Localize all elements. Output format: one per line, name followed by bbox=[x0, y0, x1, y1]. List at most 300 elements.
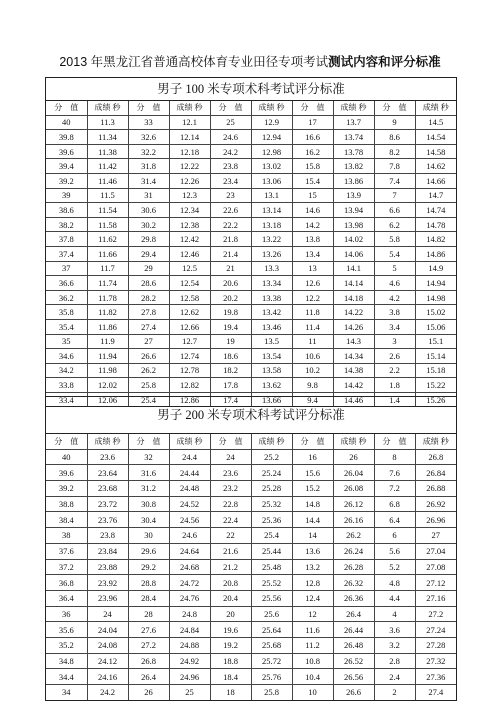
score-cell: 39.8 bbox=[46, 130, 87, 145]
time-cell: 14.66 bbox=[415, 173, 456, 188]
time-cell: 13.54 bbox=[251, 349, 292, 364]
time-cell: 13.66 bbox=[251, 392, 292, 406]
time-cell: 27.16 bbox=[415, 590, 456, 606]
score-cell: 5.2 bbox=[374, 559, 415, 575]
time-cell: 13.1 bbox=[251, 188, 292, 203]
time-cell: 15.14 bbox=[415, 349, 456, 364]
score-cell: 22.6 bbox=[210, 203, 251, 218]
time-cell: 24.68 bbox=[169, 559, 210, 575]
time-cell: 23.88 bbox=[87, 559, 128, 575]
score-cell: 26.6 bbox=[128, 349, 169, 364]
score-cell: 30.2 bbox=[128, 217, 169, 232]
time-cell: 26.44 bbox=[333, 622, 374, 638]
table-row bbox=[46, 290, 456, 305]
time-cell: 24.72 bbox=[169, 575, 210, 591]
column-header: 成绩 秒 bbox=[169, 101, 210, 115]
score-cell: 24.2 bbox=[210, 144, 251, 159]
time-cell: 14.62 bbox=[415, 159, 456, 174]
time-cell: 25.28 bbox=[251, 481, 292, 497]
time-cell: 25.2 bbox=[251, 449, 292, 465]
time-cell: 12.58 bbox=[169, 290, 210, 305]
time-cell: 11.62 bbox=[87, 232, 128, 247]
time-cell: 25.24 bbox=[251, 465, 292, 481]
time-cell: 24.84 bbox=[169, 622, 210, 638]
section-200m bbox=[45, 396, 457, 701]
score-cell: 36.8 bbox=[46, 575, 87, 591]
table-row bbox=[46, 528, 456, 544]
time-cell: 14.26 bbox=[333, 319, 374, 334]
score-cell: 7.2 bbox=[374, 481, 415, 497]
score-cell: 16 bbox=[292, 449, 333, 465]
time-cell: 13.38 bbox=[251, 290, 292, 305]
time-cell: 14.34 bbox=[333, 349, 374, 364]
table-row bbox=[46, 188, 456, 203]
time-cell: 25.32 bbox=[251, 496, 292, 512]
time-cell: 11.94 bbox=[87, 349, 128, 364]
score-cell: 35.8 bbox=[46, 305, 87, 320]
table-row bbox=[46, 276, 456, 291]
table-row bbox=[46, 449, 456, 465]
score-cell: 33.8 bbox=[46, 378, 87, 393]
column-header: 分 值 bbox=[210, 101, 251, 115]
score-cell: 11.2 bbox=[292, 637, 333, 653]
time-cell: 11.54 bbox=[87, 203, 128, 218]
time-cell: 11.7 bbox=[87, 261, 128, 276]
time-cell: 12.3 bbox=[169, 188, 210, 203]
table-row bbox=[46, 575, 456, 591]
time-cell: 12.22 bbox=[169, 159, 210, 174]
score-cell: 18.2 bbox=[210, 363, 251, 378]
table-row bbox=[46, 685, 456, 700]
score-cell: 9 bbox=[374, 115, 415, 130]
table-row bbox=[46, 261, 456, 276]
time-cell: 25.4 bbox=[251, 528, 292, 544]
time-cell: 15.22 bbox=[415, 378, 456, 393]
score-cell: 21.2 bbox=[210, 559, 251, 575]
table-row bbox=[46, 496, 456, 512]
score-cell: 13 bbox=[292, 261, 333, 276]
column-header: 分 值 bbox=[292, 434, 333, 449]
score-cell: 4.6 bbox=[374, 276, 415, 291]
time-cell: 12.62 bbox=[169, 305, 210, 320]
time-cell: 27.2 bbox=[415, 606, 456, 622]
time-cell: 12.74 bbox=[169, 349, 210, 364]
score-cell: 29 bbox=[128, 261, 169, 276]
score-cell: 5.4 bbox=[374, 246, 415, 261]
score-cell: 8.2 bbox=[374, 144, 415, 159]
score-cell: 40 bbox=[46, 449, 87, 465]
score-cell: 39.2 bbox=[46, 481, 87, 497]
score-cell: 34.2 bbox=[46, 363, 87, 378]
time-cell: 12.98 bbox=[251, 144, 292, 159]
time-cell: 15.06 bbox=[415, 319, 456, 334]
score-cell: 27.8 bbox=[128, 305, 169, 320]
score-cell: 12.2 bbox=[292, 290, 333, 305]
score-cell: 19 bbox=[210, 334, 251, 349]
time-cell: 13.26 bbox=[251, 246, 292, 261]
time-cell: 13.86 bbox=[333, 173, 374, 188]
time-cell: 26.2 bbox=[333, 528, 374, 544]
time-cell: 24.4 bbox=[169, 449, 210, 465]
score-cell: 20.4 bbox=[210, 590, 251, 606]
time-cell: 24.12 bbox=[87, 653, 128, 669]
score-cell: 4.8 bbox=[374, 575, 415, 591]
score-cell: 19.4 bbox=[210, 319, 251, 334]
score-cell: 37.2 bbox=[46, 559, 87, 575]
score-cell: 34.6 bbox=[46, 349, 87, 364]
score-cell: 3.6 bbox=[374, 622, 415, 638]
time-cell: 26 bbox=[333, 449, 374, 465]
time-cell: 14.3 bbox=[333, 334, 374, 349]
time-cell: 12.94 bbox=[251, 130, 292, 145]
time-cell: 12.5 bbox=[169, 261, 210, 276]
time-cell: 13.22 bbox=[251, 232, 292, 247]
time-cell: 11.86 bbox=[87, 319, 128, 334]
time-cell: 27 bbox=[415, 528, 456, 544]
time-cell: 11.74 bbox=[87, 276, 128, 291]
score-cell: 13.8 bbox=[292, 232, 333, 247]
time-cell: 25.48 bbox=[251, 559, 292, 575]
score-cell: 15.4 bbox=[292, 173, 333, 188]
score-cell: 13.6 bbox=[292, 543, 333, 559]
time-cell: 12.7 bbox=[169, 334, 210, 349]
score-cell: 35.6 bbox=[46, 622, 87, 638]
table-row bbox=[46, 130, 456, 145]
table-row bbox=[46, 319, 456, 334]
time-cell: 13.46 bbox=[251, 319, 292, 334]
page-title-part1: 2013 年黑龙江省普通高校体育专业田径专项考试 bbox=[59, 55, 329, 69]
score-cell: 38 bbox=[46, 528, 87, 544]
time-cell: 26.4 bbox=[333, 606, 374, 622]
time-cell: 12.02 bbox=[87, 378, 128, 393]
score-cell: 2.8 bbox=[374, 653, 415, 669]
table-row bbox=[46, 606, 456, 622]
score-cell: 14.6 bbox=[292, 203, 333, 218]
column-header: 成绩 秒 bbox=[333, 101, 374, 115]
time-cell: 14.38 bbox=[333, 363, 374, 378]
table-row bbox=[46, 637, 456, 653]
score-cell: 23.4 bbox=[210, 173, 251, 188]
score-cell: 18.8 bbox=[210, 653, 251, 669]
score-cell: 12.4 bbox=[292, 590, 333, 606]
column-header: 成绩 秒 bbox=[415, 101, 456, 115]
time-cell: 12.38 bbox=[169, 217, 210, 232]
score-cell: 12.6 bbox=[292, 276, 333, 291]
time-cell: 11.46 bbox=[87, 173, 128, 188]
time-cell: 12.1 bbox=[169, 115, 210, 130]
column-header: 成绩 秒 bbox=[87, 434, 128, 449]
time-cell: 26.8 bbox=[415, 449, 456, 465]
score-cell: 17.8 bbox=[210, 378, 251, 393]
time-cell: 24.48 bbox=[169, 481, 210, 497]
table-row bbox=[46, 622, 456, 638]
table-row bbox=[46, 465, 456, 481]
time-cell: 25.64 bbox=[251, 622, 292, 638]
column-header: 分 值 bbox=[210, 434, 251, 449]
score-table bbox=[46, 434, 456, 700]
time-cell: 11.78 bbox=[87, 290, 128, 305]
score-cell: 2.4 bbox=[374, 669, 415, 685]
time-cell: 27.4 bbox=[415, 685, 456, 700]
score-cell: 27.2 bbox=[128, 637, 169, 653]
time-cell: 11.82 bbox=[87, 305, 128, 320]
score-cell: 27 bbox=[128, 334, 169, 349]
table-row bbox=[46, 363, 456, 378]
score-cell: 1.8 bbox=[374, 378, 415, 393]
score-cell: 39.4 bbox=[46, 159, 87, 174]
time-cell: 25.6 bbox=[251, 606, 292, 622]
time-cell: 13.74 bbox=[333, 130, 374, 145]
score-cell: 15.8 bbox=[292, 159, 333, 174]
score-cell: 34 bbox=[46, 685, 87, 700]
time-cell: 15.18 bbox=[415, 363, 456, 378]
score-cell: 3.2 bbox=[374, 637, 415, 653]
time-cell: 26.28 bbox=[333, 559, 374, 575]
score-cell: 2.6 bbox=[374, 349, 415, 364]
section-100m bbox=[45, 77, 457, 407]
score-cell: 31.6 bbox=[128, 465, 169, 481]
score-cell: 36 bbox=[46, 606, 87, 622]
time-cell: 27.08 bbox=[415, 559, 456, 575]
score-cell: 30 bbox=[128, 528, 169, 544]
score-cell: 31.4 bbox=[128, 173, 169, 188]
score-cell: 15.2 bbox=[292, 481, 333, 497]
table-row bbox=[46, 144, 456, 159]
score-cell: 35.4 bbox=[46, 319, 87, 334]
time-cell: 26.36 bbox=[333, 590, 374, 606]
column-header: 分 值 bbox=[292, 101, 333, 115]
time-cell: 15.02 bbox=[415, 305, 456, 320]
score-cell: 21.4 bbox=[210, 246, 251, 261]
score-cell: 29.4 bbox=[128, 246, 169, 261]
page-title-part2: 测试内容和评分标准 bbox=[328, 55, 441, 69]
score-cell: 8 bbox=[374, 449, 415, 465]
column-header: 成绩 秒 bbox=[87, 101, 128, 115]
time-cell: 27.36 bbox=[415, 669, 456, 685]
score-cell: 7.4 bbox=[374, 173, 415, 188]
time-cell: 13.94 bbox=[333, 203, 374, 218]
time-cell: 15.1 bbox=[415, 334, 456, 349]
table-row bbox=[46, 217, 456, 232]
time-cell: 26.96 bbox=[415, 512, 456, 528]
score-cell: 28.2 bbox=[128, 290, 169, 305]
time-cell: 23.8 bbox=[87, 528, 128, 544]
score-cell: 30.4 bbox=[128, 512, 169, 528]
score-cell: 20.2 bbox=[210, 290, 251, 305]
time-cell: 25.52 bbox=[251, 575, 292, 591]
table-row bbox=[46, 653, 456, 669]
time-cell: 12.34 bbox=[169, 203, 210, 218]
score-cell: 38.8 bbox=[46, 496, 87, 512]
score-cell: 5.8 bbox=[374, 232, 415, 247]
time-cell: 12.66 bbox=[169, 319, 210, 334]
time-cell: 26.92 bbox=[415, 496, 456, 512]
score-cell: 15.6 bbox=[292, 465, 333, 481]
score-cell: 21 bbox=[210, 261, 251, 276]
score-cell: 10 bbox=[292, 685, 333, 700]
time-cell: 11.9 bbox=[87, 334, 128, 349]
score-cell: 2 bbox=[374, 685, 415, 700]
time-cell: 13.58 bbox=[251, 363, 292, 378]
score-cell: 5.6 bbox=[374, 543, 415, 559]
score-cell: 13.2 bbox=[292, 559, 333, 575]
time-cell: 24.64 bbox=[169, 543, 210, 559]
score-cell: 34.4 bbox=[46, 669, 87, 685]
time-cell: 13.9 bbox=[333, 188, 374, 203]
score-cell: 4.4 bbox=[374, 590, 415, 606]
time-cell: 14.9 bbox=[415, 261, 456, 276]
table-row bbox=[46, 203, 456, 218]
time-cell: 24.88 bbox=[169, 637, 210, 653]
column-header: 分 值 bbox=[128, 101, 169, 115]
score-cell: 23.2 bbox=[210, 481, 251, 497]
table-row bbox=[46, 159, 456, 174]
time-cell: 27.12 bbox=[415, 575, 456, 591]
score-cell: 12.8 bbox=[292, 575, 333, 591]
score-cell: 36.4 bbox=[46, 590, 87, 606]
time-cell: 14.94 bbox=[415, 276, 456, 291]
time-cell: 14.46 bbox=[333, 392, 374, 406]
time-cell: 25.44 bbox=[251, 543, 292, 559]
score-cell: 6.6 bbox=[374, 203, 415, 218]
score-cell: 7.8 bbox=[374, 159, 415, 174]
score-cell: 10.4 bbox=[292, 669, 333, 685]
time-cell: 14.02 bbox=[333, 232, 374, 247]
score-cell: 11 bbox=[292, 334, 333, 349]
score-cell: 9.8 bbox=[292, 378, 333, 393]
column-header: 分 值 bbox=[374, 434, 415, 449]
score-cell: 22.4 bbox=[210, 512, 251, 528]
time-cell: 12.06 bbox=[87, 392, 128, 406]
score-cell: 20.8 bbox=[210, 575, 251, 591]
score-cell: 39 bbox=[46, 188, 87, 203]
column-header: 分 值 bbox=[46, 434, 87, 449]
score-cell: 3 bbox=[374, 334, 415, 349]
time-cell: 23.96 bbox=[87, 590, 128, 606]
score-cell: 16.2 bbox=[292, 144, 333, 159]
time-cell: 26.16 bbox=[333, 512, 374, 528]
time-cell: 13.7 bbox=[333, 115, 374, 130]
time-cell: 13.98 bbox=[333, 217, 374, 232]
score-cell: 19.6 bbox=[210, 622, 251, 638]
time-cell: 26.84 bbox=[415, 465, 456, 481]
score-cell: 8.6 bbox=[374, 130, 415, 145]
time-cell: 14.42 bbox=[333, 378, 374, 393]
score-cell: 14.4 bbox=[292, 512, 333, 528]
score-cell: 30.8 bbox=[128, 496, 169, 512]
time-cell: 26.12 bbox=[333, 496, 374, 512]
score-cell: 18 bbox=[210, 685, 251, 700]
score-cell: 7.6 bbox=[374, 465, 415, 481]
table-row bbox=[46, 378, 456, 393]
score-cell: 24.6 bbox=[210, 130, 251, 145]
score-cell: 39.2 bbox=[46, 173, 87, 188]
time-cell: 27.24 bbox=[415, 622, 456, 638]
score-cell: 15 bbox=[292, 188, 333, 203]
score-cell: 4.2 bbox=[374, 290, 415, 305]
time-cell: 14.14 bbox=[333, 276, 374, 291]
time-cell: 23.6 bbox=[87, 449, 128, 465]
score-cell: 34.8 bbox=[46, 653, 87, 669]
time-cell: 25.56 bbox=[251, 590, 292, 606]
score-cell: 11.4 bbox=[292, 319, 333, 334]
score-cell: 32.6 bbox=[128, 130, 169, 145]
score-cell: 10.8 bbox=[292, 653, 333, 669]
score-cell: 18.6 bbox=[210, 349, 251, 364]
time-cell: 14.58 bbox=[415, 144, 456, 159]
time-cell: 13.34 bbox=[251, 276, 292, 291]
time-cell: 14.7 bbox=[415, 188, 456, 203]
table-row bbox=[46, 349, 456, 364]
score-cell: 3.4 bbox=[374, 319, 415, 334]
score-cell: 33.4 bbox=[46, 392, 87, 406]
time-cell: 24.52 bbox=[169, 496, 210, 512]
time-cell: 27.32 bbox=[415, 653, 456, 669]
time-cell: 26.24 bbox=[333, 543, 374, 559]
time-cell: 24.2 bbox=[87, 685, 128, 700]
score-cell: 37.4 bbox=[46, 246, 87, 261]
time-cell: 13.5 bbox=[251, 334, 292, 349]
score-cell: 17 bbox=[292, 115, 333, 130]
time-cell: 24.08 bbox=[87, 637, 128, 653]
score-cell: 26.8 bbox=[128, 653, 169, 669]
table-row bbox=[46, 543, 456, 559]
score-cell: 6.8 bbox=[374, 496, 415, 512]
score-cell: 37 bbox=[46, 261, 87, 276]
score-cell: 22.2 bbox=[210, 217, 251, 232]
section-title: 男子 100 米专项术科考试评分标准 bbox=[46, 78, 456, 101]
column-header: 分 值 bbox=[128, 434, 169, 449]
table-row bbox=[46, 669, 456, 685]
score-cell: 39.6 bbox=[46, 465, 87, 481]
time-cell: 23.76 bbox=[87, 512, 128, 528]
score-cell: 32 bbox=[128, 449, 169, 465]
time-cell: 24.8 bbox=[169, 606, 210, 622]
score-cell: 12 bbox=[292, 606, 333, 622]
time-cell: 11.3 bbox=[87, 115, 128, 130]
time-cell: 15.26 bbox=[415, 392, 456, 406]
score-cell: 33 bbox=[128, 115, 169, 130]
time-cell: 12.82 bbox=[169, 378, 210, 393]
column-header: 成绩 秒 bbox=[251, 434, 292, 449]
score-cell: 25.8 bbox=[128, 378, 169, 393]
time-cell: 27.04 bbox=[415, 543, 456, 559]
score-cell: 6 bbox=[374, 528, 415, 544]
time-cell: 24.6 bbox=[169, 528, 210, 544]
table-row bbox=[46, 512, 456, 528]
score-cell: 28 bbox=[128, 606, 169, 622]
score-cell: 21.6 bbox=[210, 543, 251, 559]
time-cell: 11.66 bbox=[87, 246, 128, 261]
score-cell: 26.2 bbox=[128, 363, 169, 378]
time-cell: 24.76 bbox=[169, 590, 210, 606]
time-cell: 14.74 bbox=[415, 203, 456, 218]
time-cell: 14.06 bbox=[333, 246, 374, 261]
time-cell: 12.14 bbox=[169, 130, 210, 145]
column-header: 成绩 秒 bbox=[251, 101, 292, 115]
score-cell: 22 bbox=[210, 528, 251, 544]
score-cell: 23.6 bbox=[210, 465, 251, 481]
table-row bbox=[46, 590, 456, 606]
score-cell: 29.2 bbox=[128, 559, 169, 575]
time-cell: 23.64 bbox=[87, 465, 128, 481]
score-cell: 38.2 bbox=[46, 217, 87, 232]
time-cell: 12.78 bbox=[169, 363, 210, 378]
time-cell: 24.92 bbox=[169, 653, 210, 669]
score-cell: 7 bbox=[374, 188, 415, 203]
table-row bbox=[46, 334, 456, 349]
score-cell: 30.6 bbox=[128, 203, 169, 218]
